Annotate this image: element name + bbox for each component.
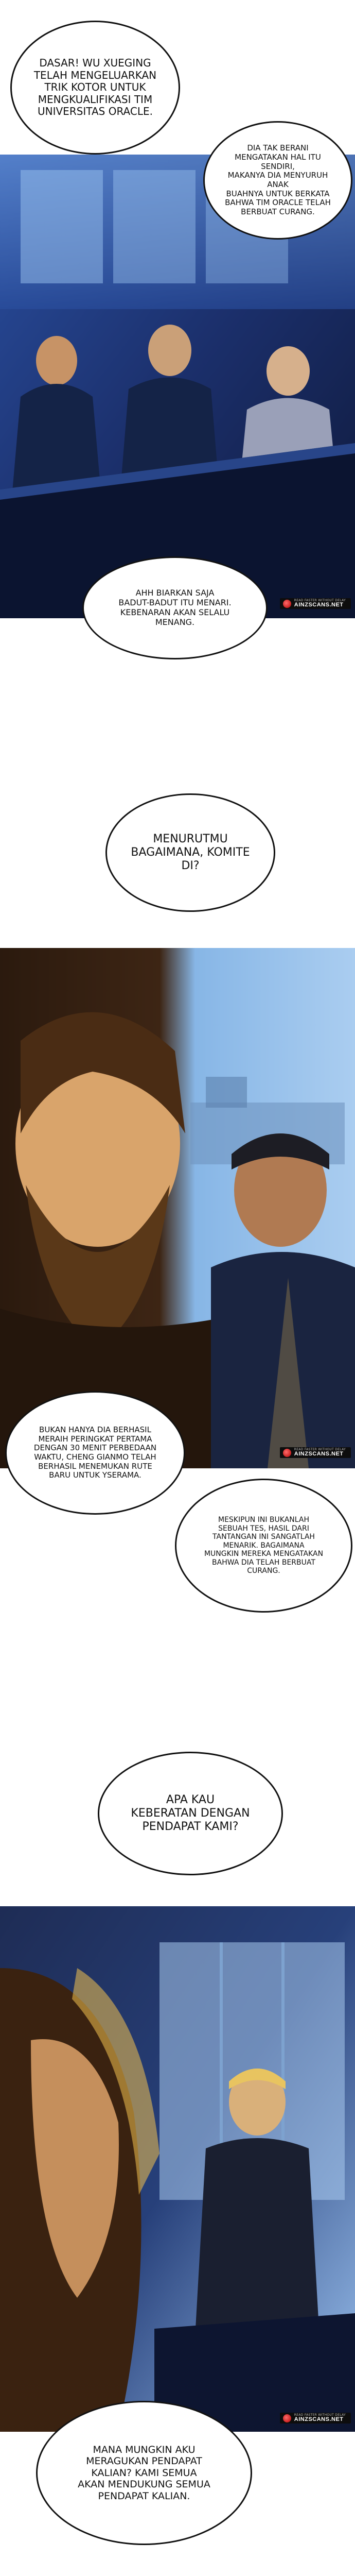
watermark-tagline: READ FASTER WITHOUT DELAY — [294, 599, 346, 602]
watermark-logo-icon — [283, 1449, 291, 1457]
speech-bubble-objection: APA KAU KEBERATAN DENGAN PENDAPAT KAMI? — [98, 1752, 283, 1875]
scan-watermark — [280, 598, 351, 609]
watermark-tagline: READ FASTER WITHOUT DELAY — [294, 1448, 346, 1451]
speech-bubble-angry: DASAR! WU XUEGING TELAH MENGELUARKAN TRIK KOTOR UNTUK MENGKUALIFIKASI TIM UNIVERSITAS ORACLE. — [10, 21, 180, 155]
committee-closeup-art — [0, 948, 355, 1468]
watermark-tagline: READ FASTER WITHOUT DELAY — [294, 2413, 346, 2417]
watermark-logo-icon — [283, 600, 291, 608]
scan-watermark — [280, 2413, 351, 2424]
speech-bubble-question: MENURUTMU BAGAIMANA, KOMITE DI? — [105, 793, 275, 912]
watermark-site: AINZSCANS.NET — [294, 2416, 344, 2422]
comic-panel-2 — [0, 948, 355, 1468]
speech-bubble-defend: MESKIPUN INI BUKANLAH SEBUAH TES, HASIL DARI TANTANGAN INI SANGATLAH MENARIK. BAGAIMANA MUNGKIN MEREKA MENGATAKAN BAHWA DIA TELAH BERBUAT CURANG. — [175, 1479, 352, 1613]
office-standoff-art — [0, 1906, 355, 2432]
watermark-site: AINZSCANS.NET — [294, 1451, 344, 1457]
comic-panel-3 — [0, 1906, 355, 2432]
scan-watermark — [280, 1447, 351, 1458]
speech-bubble-praise: BUKAN HANYA DIA BERHASIL MERAIH PERINGKAT PERTAMA DENGAN 30 MENIT PERBEDAAN WAKTU, CHENG GIANMO TELAH BERHASIL MENEMUKAN RUTE BARU UNTUK YSERAMA. — [5, 1391, 185, 1515]
speech-bubble-explain: DIA TAK BERANI MENGATAKAN HAL ITU SENDIRI, MAKANYA DIA MENYURUH ANAK BUAHNYA UNTUK BERKATA BAHWA TIM ORACLE TELAH BERBUAT CURANG. — [203, 121, 352, 240]
speech-bubble-calm: AHH BIARKAN SAJA BADUT-BADUT ITU MENARI. KEBENARAN AKAN SELALU MENANG. — [82, 556, 268, 659]
watermark-logo-icon — [283, 2414, 291, 2422]
watermark-site: AINZSCANS.NET — [294, 602, 344, 608]
speech-bubble-support: MANA MUNGKIN AKU MERAGUKAN PENDAPAT KALIAN? KAMI SEMUA AKAN MENDUKUNG SEMUA PENDAPAT KALIAN. — [36, 2401, 252, 2545]
